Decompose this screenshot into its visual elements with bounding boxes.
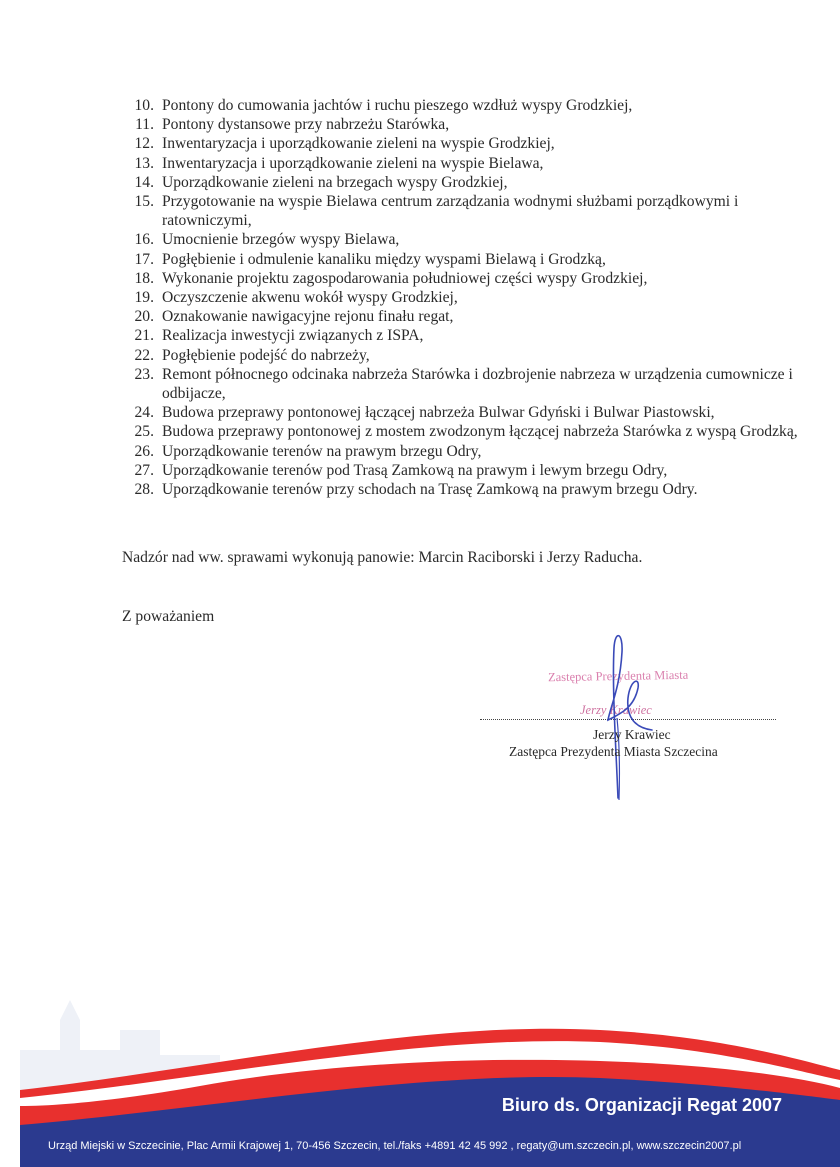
list-item: [118, 480, 808, 499]
item-number: 23.: [134, 365, 154, 383]
list-item: [118, 365, 808, 403]
item-text: Wykonanie projektu zagospodarowania południowej części wyspy Grodzkiej,: [162, 269, 648, 287]
item-text: Oczyszczenie akwenu wokół wyspy Grodzkiej,: [162, 289, 458, 307]
item-text: Pogłębienie i odmulenie kanaliku między wyspami Bielawą i Grodzką,: [162, 250, 606, 268]
item-text: Budowa przeprawy pontonowej łączącej nabrzeża Bulwar Gdyński i Bulwar Piastowski,: [162, 404, 715, 422]
item-number: 14.: [134, 173, 154, 191]
handwritten-signature: [590, 628, 660, 808]
item-number: 19.: [134, 289, 154, 307]
item-number: 28.: [134, 481, 154, 499]
list-item: [118, 346, 808, 365]
closing-greeting: Z poważaniem: [122, 608, 215, 625]
item-text: Pontony do cumowania jachtów i ruchu pieszego wzdłuż wyspy Grodzkiej,: [162, 97, 633, 114]
item-number: 20.: [134, 308, 154, 326]
item-number: 11.: [135, 116, 154, 134]
item-text: Inwentaryzacja i uporządkowanie zieleni na wyspie Grodzkiej,: [162, 135, 555, 153]
list-item: [118, 307, 808, 326]
list-item: [118, 288, 808, 307]
item-text: Budowa przeprawy pontonowej z mostem zwodzonym łączącej nabrzeża Starówka z wyspą Grodzką,: [162, 423, 798, 441]
item-text: Pogłębienie podejść do nabrzeży,: [162, 346, 370, 364]
stamp-name: Jerzy Krawiec: [580, 703, 652, 717]
list-item: [118, 230, 808, 249]
item-text: Uporządkowanie terenów pod Trasą Zamkową na prawym i lewym brzegu Odry,: [162, 461, 668, 479]
signer-name: Jerzy Krawiec: [593, 727, 671, 742]
footer-wave: [0, 960, 840, 1167]
list-item: [118, 115, 808, 134]
item-number: 15.: [134, 193, 154, 211]
item-text: Realizacja inwestycji związanych z ISPA,: [162, 327, 424, 345]
item-number: 24.: [134, 404, 154, 422]
item-text: Uporządkowanie zieleni na brzegach wyspy Grodzkiej,: [162, 173, 508, 191]
list-item: [118, 326, 808, 345]
item-number: 22.: [134, 346, 154, 364]
list-item: [118, 422, 808, 441]
item-number: 13.: [134, 154, 154, 172]
stamp-title: Zastępca Prezydenta Miasta: [547, 667, 689, 685]
item-number: 26.: [134, 442, 154, 460]
item-text: Remont północnego odcinaka nabrzeża Starówka i dozbrojenie nabrzeza w urządzenia cumownicze i odbijacze,: [162, 365, 793, 403]
signer-title: Zastępca Prezydenta Miasta Szczecina: [509, 744, 718, 759]
item-number: 16.: [134, 231, 154, 249]
item-number: 17.: [134, 250, 154, 268]
list-item: [118, 269, 808, 288]
footer-address: Urząd Miejski w Szczecinie, Plac Armii Krajowej 1, 70-456 Szczecin, tel./faks +4891 42 45 992 , regaty@um.szczecin.pl, www.szczecin2007.pl: [48, 1140, 742, 1152]
list-item: [118, 442, 808, 461]
item-number: 25.: [134, 423, 154, 441]
item-text: Uporządkowanie terenów przy schodach na Trasę Zamkową na prawym brzegu Odry.: [162, 481, 698, 499]
list-item: [118, 461, 808, 480]
item-text: Oznakowanie nawigacyjne rejonu finału regat,: [162, 308, 454, 326]
list-item: [118, 96, 808, 115]
list-item: [118, 250, 808, 269]
task-list: [118, 96, 808, 499]
list-item: [118, 134, 808, 153]
list-item: [118, 173, 808, 192]
item-number: 18.: [134, 269, 154, 287]
supervision-note: Nadzór nad ww. sprawami wykonują panowie: Marcin Raciborski i Jerzy Raducha.: [122, 549, 643, 566]
list-item: [118, 154, 808, 173]
item-text: Pontony dystansowe przy nabrzeżu Starówka,: [162, 116, 450, 134]
item-number: 10.: [134, 97, 154, 114]
item-text: Inwentaryzacja i uporządkowanie zieleni na wyspie Bielawa,: [162, 154, 544, 172]
list-item: [118, 192, 808, 230]
item-text: Umocnienie brzegów wyspy Bielawa,: [162, 231, 400, 249]
item-text: Przygotowanie na wyspie Bielawa centrum zarządzania wodnymi służbami porządkowymi i ratowniczymi,: [162, 193, 739, 230]
item-text: Uporządkowanie terenów na prawym brzegu Odry,: [162, 442, 482, 460]
item-number: 27.: [134, 461, 154, 479]
list-item: [118, 403, 808, 422]
item-number: 21.: [134, 327, 154, 345]
item-number: 12.: [134, 135, 154, 153]
footer-office-name: Biuro ds. Organizacji Regat 2007: [501, 1095, 782, 1115]
